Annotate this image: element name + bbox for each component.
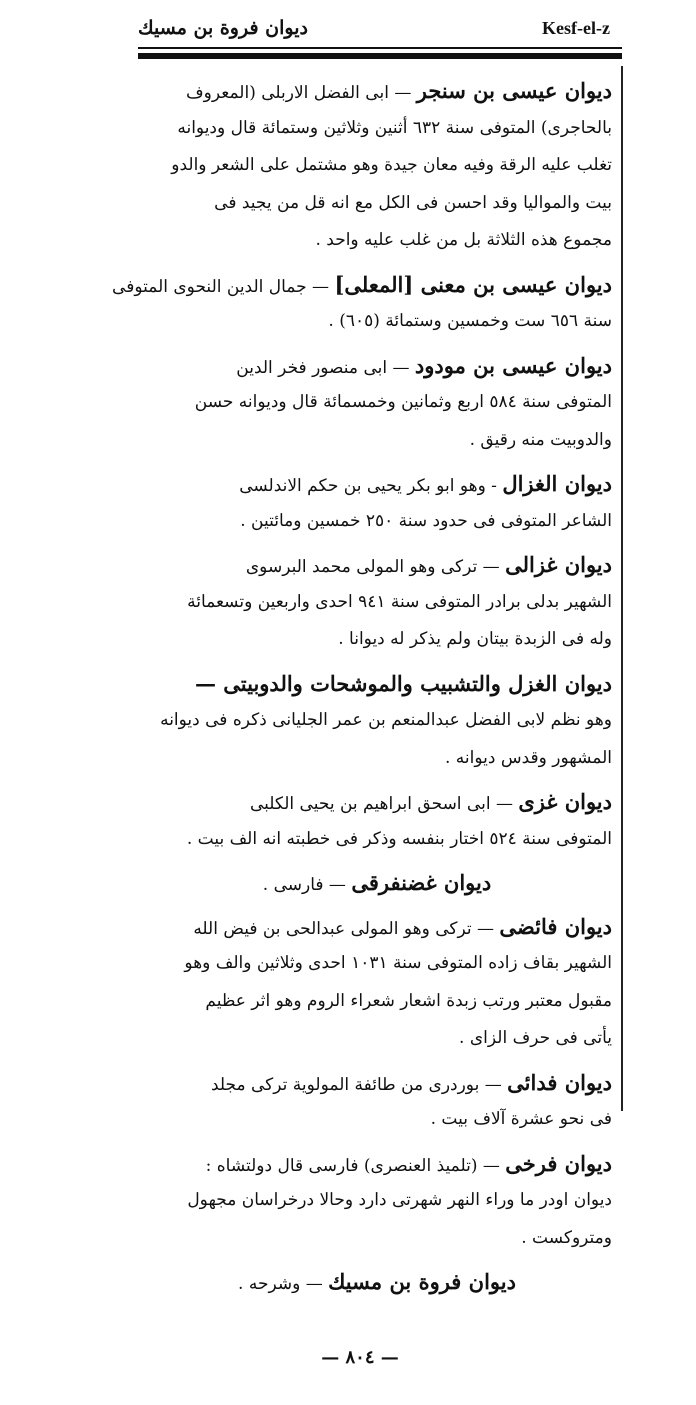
entry-text: — فارسى . — [262, 875, 352, 895]
entry — [142, 1263, 612, 1301]
entry-first-line — [142, 1145, 612, 1183]
entry-first-line — [142, 72, 612, 110]
entry-line: المتوفى سنة ٥٨٤ اربع وثمانين وخمسمائة قال وديوانه حسن — [194, 392, 612, 412]
entry-title: ديوان فروة بن مسيك — [328, 1269, 516, 1294]
entry-text: — تركى وهو المولى محمد البرسوى — [245, 557, 506, 577]
entry-line: المتوفى سنة ٥٢٤ اختار بنفسه وذكر فى خطبته انه الف بيت . — [186, 828, 612, 849]
entry-line: وهو نظم لابى الفضل عبدالمنعم بن عمر الجليانى ذكره فى ديوانه — [160, 710, 612, 730]
entry-line: يأتى فى حرف الزاى . — [459, 1028, 612, 1048]
entry — [142, 665, 612, 778]
entry-line: مجموع هذه الثلاثة بل من غلب عليه واحد . — [315, 230, 612, 250]
entry-title: ديوان عيسى بن سنجر — [416, 78, 612, 103]
entry-line: وله فى الزبدة بيتان ولم يذكر له ديوانا . — [338, 629, 612, 649]
entry-line: بيت والمواليا وقد احسن فى الكل مع انه قل من يجيد فى — [214, 192, 612, 213]
entry-text: — (تلميذ العنصرى) فارسى قال دولتشاه : — [205, 1155, 506, 1176]
entry-text: — بوردرى من طائفة المولوية تركى مجلد — [210, 1074, 508, 1095]
entry — [142, 864, 612, 902]
entry — [112, 266, 612, 341]
entry-line: فى نحو عشرة آلاف بيت . — [430, 1109, 612, 1129]
entry-first-line — [142, 1263, 612, 1301]
entry-first-line — [142, 783, 612, 821]
page-number: — ٨٠٤ — — [321, 1347, 399, 1368]
entry-title: ديوان فرخى — [505, 1150, 612, 1176]
entry-title: ديوان الغزال — [502, 471, 612, 496]
entry — [142, 465, 612, 540]
entry-title: ديوان فائضى — [499, 913, 612, 939]
entry — [142, 347, 612, 460]
entry-title: ديوان عيسى بن مودود — [414, 352, 612, 378]
entry-title: ديوان عيسى بن معنى [المعلى] — [334, 271, 612, 297]
entry — [142, 1064, 612, 1139]
entry-line: المشهور وقدس ديوانه . — [444, 747, 612, 768]
entry-title: ديوان غزى — [518, 789, 612, 814]
running-head-title: ديوان فروة بن مسيك — [138, 17, 308, 39]
entry-text: — جمال الدين النحوى المتوفى — [112, 276, 335, 297]
entry — [142, 908, 612, 1058]
entry-line: الشاعر المتوفى فى حدود سنة ٢٥٠ خمسين ومائتين . — [240, 510, 612, 531]
entry — [142, 783, 612, 858]
entry-first-line — [142, 908, 612, 946]
entry-line: الشهير بقاف زاده المتوفى سنة ١٠٣١ احدى وثلاثين والف وهو — [184, 953, 612, 973]
entries-list — [112, 72, 612, 1307]
entry-first-line — [142, 546, 612, 584]
entry-text: - وهو ابو بكر يحيى بن حكم الاندلسى — [239, 476, 503, 496]
entry-text: — ابى الفضل الاربلى (المعروف — [186, 83, 417, 103]
entry-title: ديوان فدائى — [507, 1069, 612, 1095]
entry-line: ديوان اودر ما وراء النهر شهرتى دارد وحالا درخراسان مجهول — [187, 1190, 612, 1210]
entry-line: والدوبيت منه رقيق . — [469, 429, 612, 450]
entry — [142, 546, 612, 659]
entry-title: ديوان غضنفرقى — [351, 870, 492, 895]
entry — [142, 1145, 612, 1258]
entry-first-line — [112, 266, 612, 304]
header-rule-thick — [138, 53, 622, 59]
entry-line: ومتروكست . — [521, 1227, 612, 1248]
entry-first-line — [142, 864, 612, 902]
entry-first-line — [142, 1064, 612, 1102]
running-head-latin: Kesf-el-z — [542, 18, 610, 38]
entry-first-line — [142, 465, 612, 503]
entry-title: ديوان الغزل والتشبيب والموشحات والدوبيتى — — [194, 670, 612, 696]
entry-line: بالحاجرى) المتوفى سنة ٦٣٢ أثنين وثلاثين وستمائة قال وديوانه — [177, 117, 612, 138]
entry-title: ديوان غزالى — [505, 552, 612, 577]
entry-line: سنة ٦٥٦ ست وخمسين وستمائة (٦٠٥) . — [328, 311, 612, 331]
entry-text: — تركى وهو المولى عبدالحى بن فيض الله — [193, 918, 500, 939]
entry-text: — وشرحه . — [238, 1274, 329, 1294]
entry-line: تغلب عليه الرقة وفيه معان جيدة وهو مشتمل على الشعر والدو — [171, 155, 612, 175]
entry-first-line — [142, 347, 612, 385]
entry-text: — ابى اسحق ابراهيم بن يحيى الكلبى — [249, 794, 519, 814]
entry-text: — ابى منصور فخر الدين — [236, 357, 415, 378]
entry-line: مقبول معتبر ورتب زبدة اشعار شعراء الروم وهو اثر عظيم — [205, 990, 612, 1011]
header-rule-thin — [138, 47, 622, 49]
entry-line: الشهير بدلى برادر المتوفى سنة ٩٤١ احدى واربعين وتسعمائة — [187, 591, 612, 612]
margin-vertical-rule — [621, 66, 623, 1111]
entry-first-line — [142, 665, 612, 703]
entry — [142, 72, 612, 260]
